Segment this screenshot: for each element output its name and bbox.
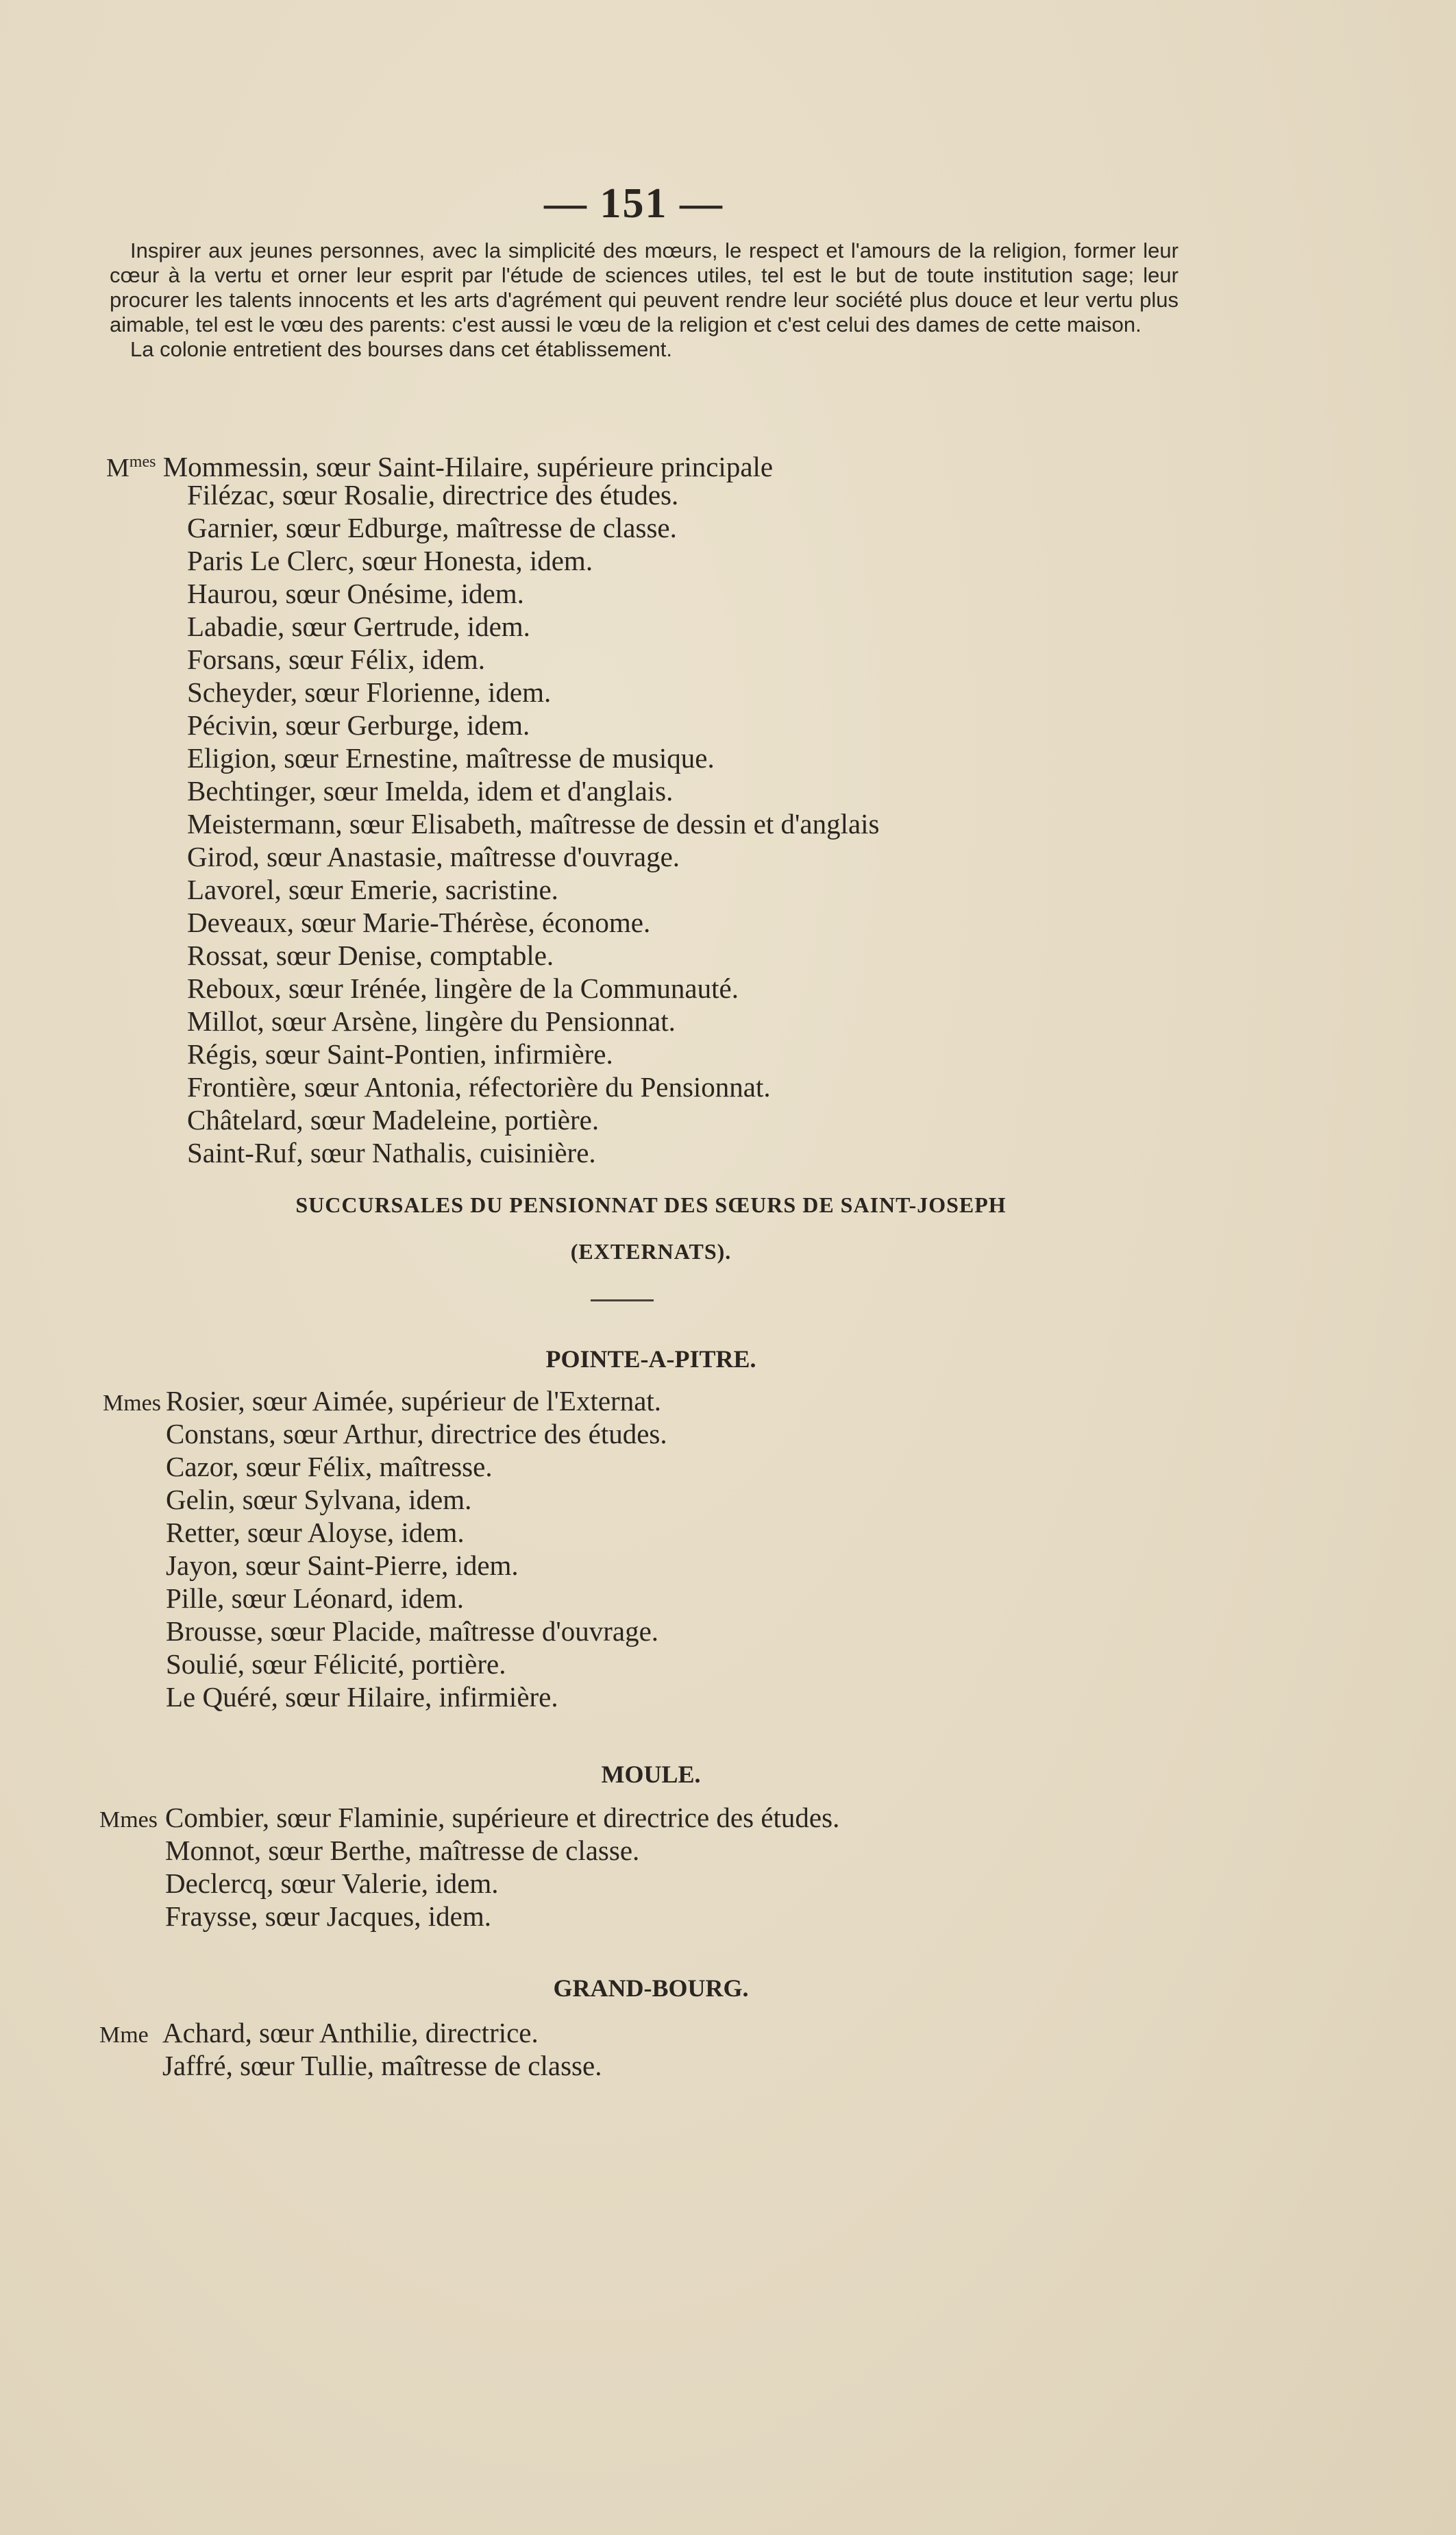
list-item: Soulié, sœur Félicité, portière.: [166, 1648, 506, 1680]
list-item: Retter, sœur Aloyse, idem.: [166, 1517, 465, 1548]
list-item: Cazor, sœur Félix, maîtresse.: [166, 1451, 493, 1482]
list-item: Rossat, sœur Denise, comptable.: [187, 940, 554, 971]
section-heading-moule: MOULE.: [601, 1761, 701, 1788]
section-title: SUCCURSALES DU PENSIONNAT DES SŒURS DE SAINT-JOSEPH: [295, 1192, 1007, 1217]
list-item: Mmes Rosier, sœur Aimée, supérieur de l'Externat.: [103, 1384, 667, 1417]
list-item: Jayon, sœur Saint-Pierre, idem.: [166, 1550, 519, 1581]
grand-bourg-list: [99, 2016, 602, 2082]
list-item: Paris Le Clerc, sœur Honesta, idem.: [187, 545, 593, 576]
list-item: Mmes Combier, sœur Flaminie, supérieure et directrice des études.: [99, 1801, 839, 1834]
list-item: Eligion, sœur Ernestine, maîtresse de musique.: [187, 742, 715, 774]
list-item: Gelin, sœur Sylvana, idem.: [166, 1484, 472, 1515]
list-item: Forsans, sœur Félix, idem.: [187, 644, 486, 675]
intro-note: La colonie entretient des bourses dans cet établissement.: [130, 337, 672, 361]
list-prefix: $M^{mes}$: [106, 453, 156, 482]
list-item: Frontière, sœur Antonia, réfectorière du Pensionnat.: [187, 1071, 771, 1103]
list-item: Brousse, sœur Placide, maîtresse d'ouvrage.: [166, 1615, 659, 1647]
list-item: Fraysse, sœur Jacques, idem.: [165, 1900, 491, 1932]
list-item: Meistermann, sœur Elisabeth, maîtresse de dessin et d'anglais: [187, 808, 880, 840]
list-item: Declercq, sœur Valerie, idem.: [165, 1867, 499, 1899]
list-item: Millot, sœur Arsène, lingère du Pensionnat.: [187, 1005, 676, 1037]
list-item: Haurou, sœur Onésime, idem.: [187, 578, 524, 609]
page-number: — 151 —: [544, 180, 724, 227]
list-item: Régis, sœur Saint-Pontien, infirmière.: [187, 1038, 613, 1070]
list-item: Pille, sœur Léonard, idem.: [166, 1582, 464, 1614]
list-prefix: Mmes: [103, 1391, 161, 1416]
list-item: Deveaux, sœur Marie-Thérèse, économe.: [187, 907, 651, 938]
section-heading-pointe-a-pitre: POINTE-A-PITRE.: [545, 1345, 756, 1373]
section-heading-grand-bourg: GRAND-BOURG.: [553, 1974, 749, 2002]
list-item: Labadie, sœur Gertrude, idem.: [187, 611, 530, 642]
section-subtitle: (EXTERNATS).: [570, 1239, 732, 1264]
intro-paragraph: Inspirer aux jeunes personnes, avec la simplicité des mœurs, le respect et l'amours de la religion, former leur cœur à la vertu et orner leur esprit par l'étude de sciences utiles, tel est le but de toute institution sage; leur procurer les talents innocents et les arts d'agrément qui peuvent rendre leur société plus douce et leur vertu plus aimable, tel est le vœu des parents: c'est aussi le vœu de la religion et c'est celui des dames de cette maison.: [110, 238, 1179, 336]
list-item: Monnot, sœur Berthe, maîtresse de classe.: [165, 1835, 640, 1866]
list-item: Girod, sœur Anastasie, maîtresse d'ouvrage.: [187, 841, 680, 872]
list-item: $M^{mes}$ Mommessin, sœur Saint-Hilaire, supérieure principale: [106, 445, 880, 478]
list-item: Reboux, sœur Irénée, lingère de la Communauté.: [187, 972, 739, 1004]
list-item: Mme Achard, sœur Anthilie, directrice.: [99, 2016, 602, 2049]
list-prefix: Mme: [99, 2022, 149, 2048]
list-item: Châtelard, sœur Madeleine, portière.: [187, 1104, 600, 1136]
list-prefix: Mmes: [99, 1807, 158, 1833]
list-item: Scheyder, sœur Florienne, idem.: [187, 676, 552, 708]
list-item: Lavorel, sœur Emerie, sacristine.: [187, 874, 558, 905]
intro-text: [110, 238, 1179, 362]
list-item: Garnier, sœur Edburge, maîtresse de classe.: [187, 512, 677, 543]
staff-list: [106, 445, 880, 1169]
list-item: Pécivin, sœur Gerburge, idem.: [187, 709, 530, 741]
list-item: Constans, sœur Arthur, directrice des études.: [166, 1418, 667, 1449]
pointe-a-pitre-list: [103, 1384, 667, 1713]
list-item: Jaffré, sœur Tullie, maîtresse de classe.: [162, 2050, 602, 2081]
list-item: Le Quéré, sœur Hilaire, infirmière.: [166, 1681, 558, 1713]
moule-list: [99, 1801, 839, 1933]
list-item: Bechtinger, sœur Imelda, idem et d'anglais.: [187, 775, 674, 807]
list-item: Filézac, sœur Rosalie, directrice des études.: [187, 479, 679, 511]
list-item: Saint-Ruf, sœur Nathalis, cuisinière.: [187, 1137, 596, 1168]
section-divider: [591, 1299, 654, 1301]
